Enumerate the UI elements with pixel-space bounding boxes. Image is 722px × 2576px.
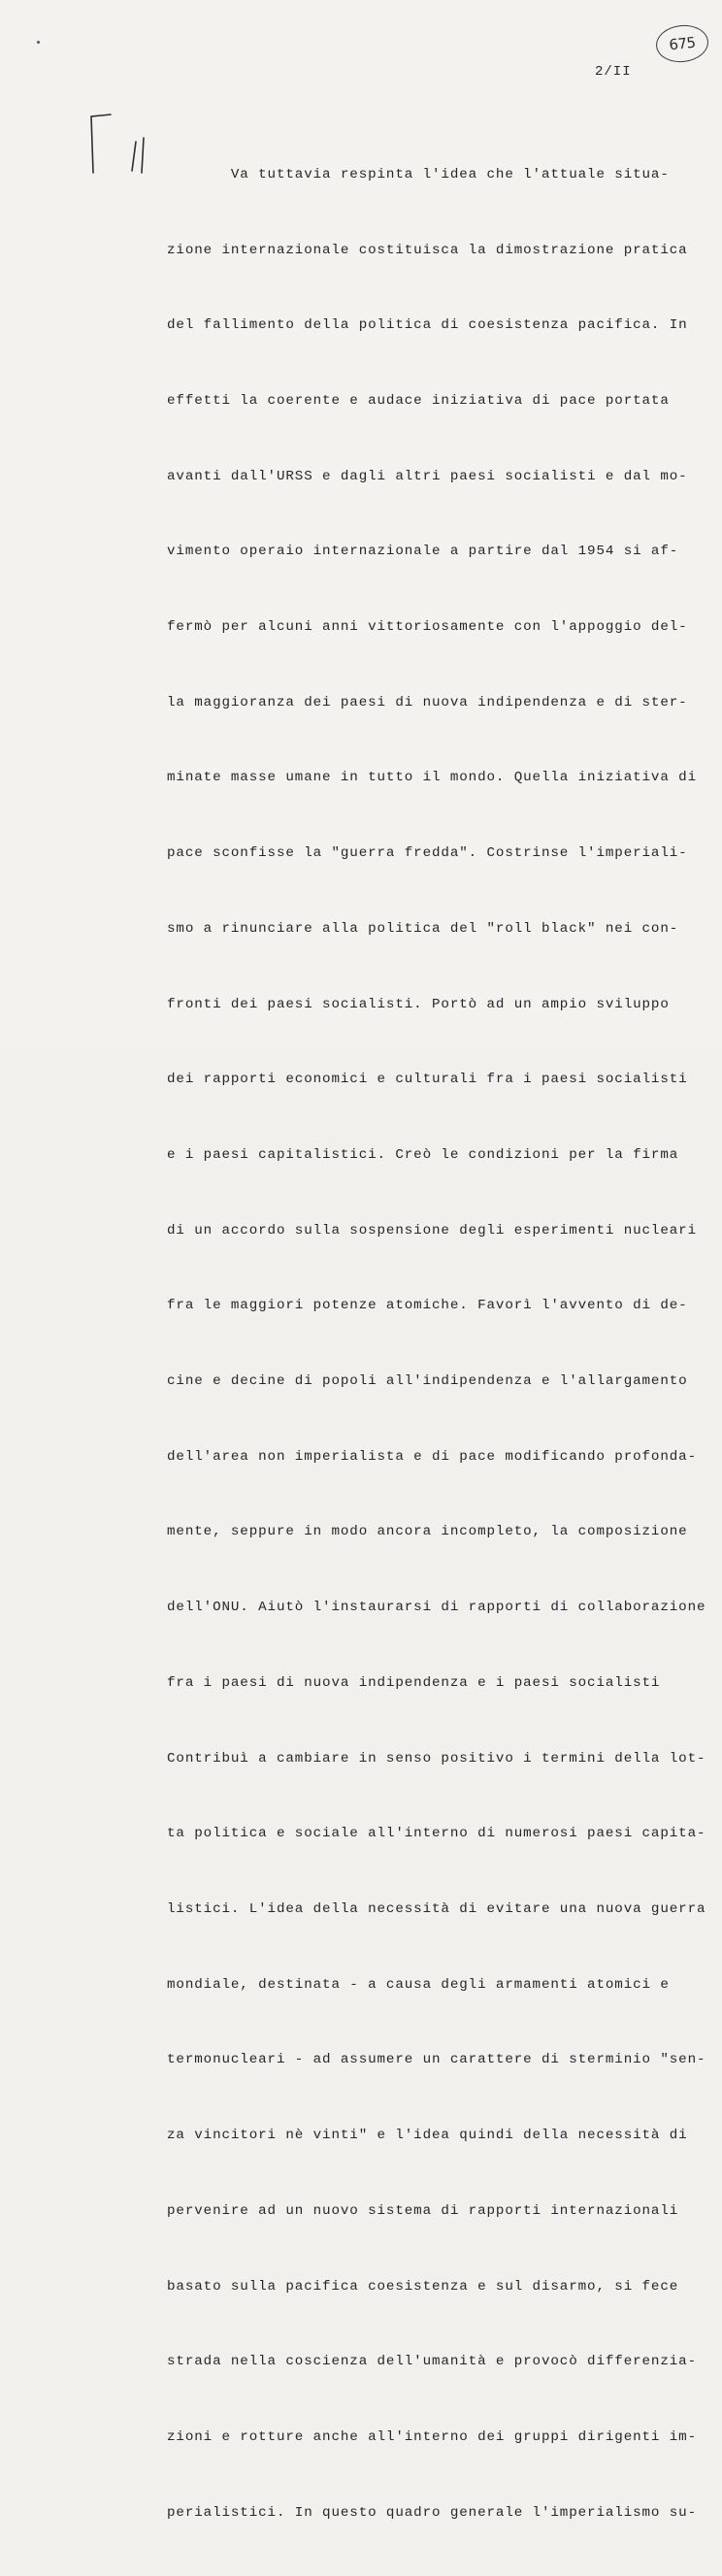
text-line: pervenire ad un nuovo sistema di rapporti internazionali xyxy=(167,2202,679,2219)
text-line: effetti la coerente e audace iniziativa di pace portata xyxy=(167,392,670,409)
text-line: basato sulla pacifica coesistenza e sul disarmo, si fece xyxy=(167,2278,679,2295)
text-line: perialistici. In questo quadro generale l'imperialismo su- xyxy=(167,2504,698,2521)
text-line: pace sconfisse la "guerra fredda". Costrinse l'imperiali- xyxy=(167,845,688,862)
page-number: 2/II xyxy=(595,64,632,80)
ink-speck xyxy=(37,41,40,44)
text-line: zione internazionale costituisca la dimostrazione pratica xyxy=(167,242,688,258)
text-line: di un accordo sulla sospensione degli esperimenti nucleari xyxy=(167,1222,698,1238)
text-line: dell'area non imperialista e di pace modificando profonda- xyxy=(167,1448,698,1465)
text-line: del fallimento della politica di coesistenza pacifica. In xyxy=(167,317,688,334)
text-line: listici. L'idea della necessità di evitare una nuova guerra xyxy=(167,1900,706,1917)
stamp-number: 675 xyxy=(668,33,697,54)
text-line: dei rapporti economici e culturali fra i paesi socialisti xyxy=(167,1072,688,1088)
text-line: Va tuttavia respinta l'idea che l'attuale situa- xyxy=(167,166,670,182)
text-line: dell'ONU. Aiutò l'instaurarsi di rapporti di collaborazione xyxy=(167,1600,706,1616)
handwritten-margin-mark xyxy=(82,113,159,190)
archive-stamp xyxy=(654,22,710,64)
text-line: cine e decine di popoli all'indipendenza e l'allargamento xyxy=(167,1373,688,1390)
text-line: vimento operaio internazionale a partire dal 1954 si af- xyxy=(167,544,679,560)
text-line: mente, seppure in modo ancora incompleto, la composizione xyxy=(167,1524,688,1540)
text-line: mondiale, destinata - a causa degli armamenti atomici e xyxy=(167,1976,670,1993)
text-line: strada nella coscienza dell'umanità e provocò differenzia- xyxy=(167,2354,698,2370)
text-line: minate masse umane in tutto il mondo. Quella iniziativa di xyxy=(167,770,698,786)
text-line: avanti dall'URSS e dagli altri paesi socialisti e dal mo- xyxy=(167,468,688,484)
text-line: smo a rinunciare alla politica del "roll black" nei con- xyxy=(167,920,679,937)
text-line: e i paesi capitalistici. Creò le condizioni per la firma xyxy=(167,1146,679,1163)
text-line: fermò per alcuni anni vittoriosamente con l'appoggio del- xyxy=(167,619,688,636)
text-line: fra i paesi di nuova indipendenza e i paesi socialisti xyxy=(167,1674,661,1691)
text-line: fra le maggiori potenze atomiche. Favorì l'avvento di de- xyxy=(167,1298,688,1314)
text-line: za vincitori nè vinti" e l'idea quindi della necessità di xyxy=(167,2128,688,2144)
text-line: la maggioranza dei paesi di nuova indipendenza e di ster- xyxy=(167,694,688,710)
text-line: termonucleari - ad assumere un carattere di sterminio "sen- xyxy=(167,2052,706,2068)
text-line: zioni e rotture anche all'interno dei gruppi dirigenti im- xyxy=(167,2428,698,2445)
text-line: fronti dei paesi socialisti. Portò ad un ampio sviluppo xyxy=(167,996,670,1012)
text-line: Contribuì a cambiare in senso positivo i termini della lot- xyxy=(167,1750,706,1767)
body-text xyxy=(167,113,706,2576)
text-line: ta politica e sociale all'interno di numerosi paesi capita- xyxy=(167,1826,706,1842)
